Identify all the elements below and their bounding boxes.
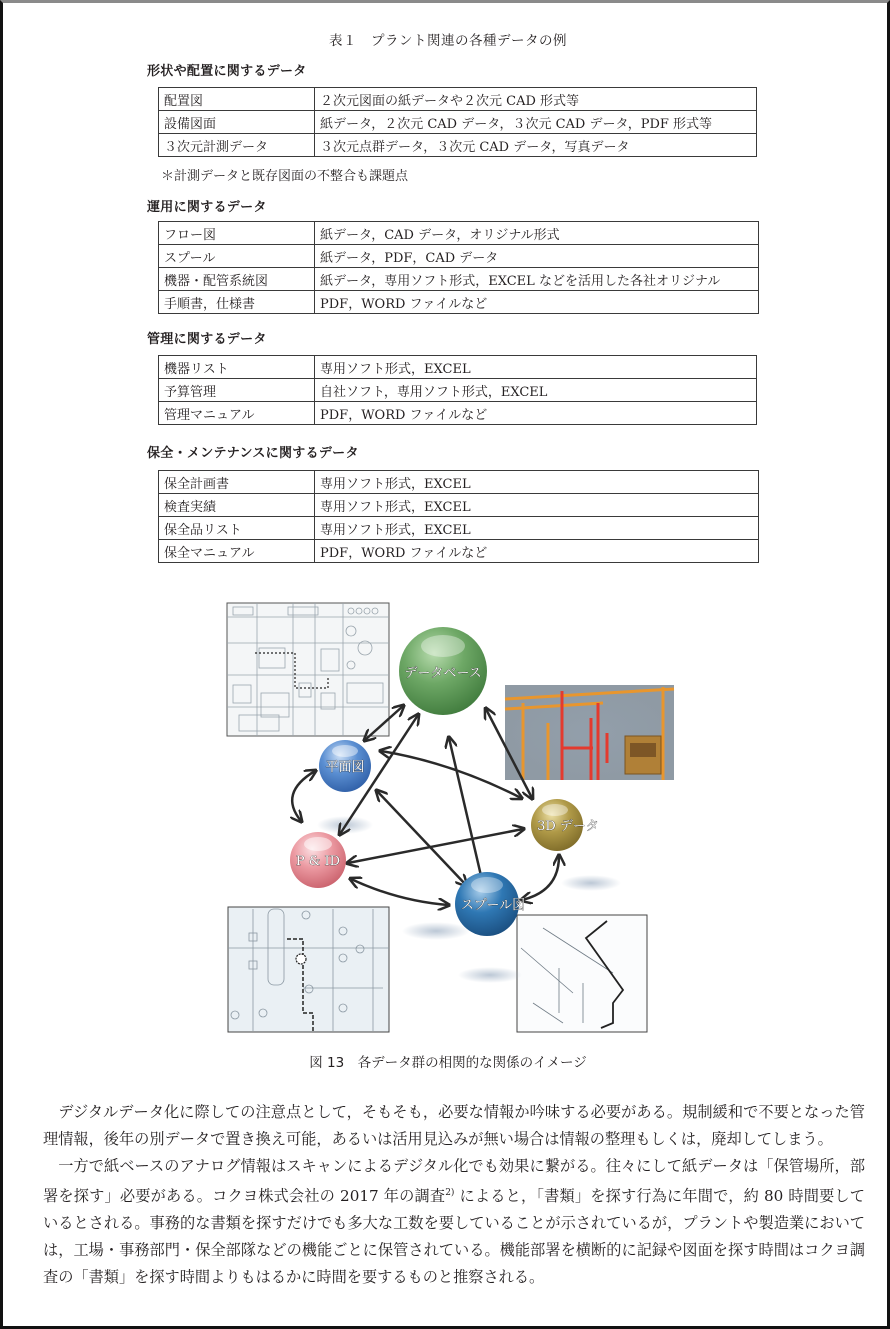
section-heading-management: 管理に関するデータ [147, 332, 267, 347]
table-cell-value: 専用ソフト形式，EXCEL [315, 471, 759, 494]
node-label-pid: P & ID [295, 854, 341, 869]
table-cell-key: フロー図 [159, 222, 315, 245]
table-cell-key: 保全品リスト [159, 517, 315, 540]
node-3d-data [531, 799, 599, 851]
table-cell-key: 検査実績 [159, 494, 315, 517]
table-row [159, 379, 757, 402]
3d-pointcloud-image [505, 685, 674, 780]
table-cell-value: 専用ソフト形式，EXCEL [315, 356, 757, 379]
node-pid [290, 832, 346, 888]
node-label-plan: 平面図 [325, 760, 365, 775]
paragraph-text: 一方で紙ベースのアナログ情報はスキャンによるデジタル化でも効果に繋がる。往々にして紙データは「保管場所，部署を探す」必要がある。コクヨ株式会社の 2017 年の調査 [43, 1157, 865, 1206]
table-row [159, 291, 759, 314]
table-cell-value: ２次元図面の紙データや２次元 CAD 形式等 [315, 88, 757, 111]
body-text [43, 1099, 865, 1291]
table-cell-value: 専用ソフト形式，EXCEL [315, 517, 759, 540]
table-row [159, 402, 757, 425]
table-cell-key: 保全マニュアル [159, 540, 315, 563]
node-label-spool: スプール図 [460, 898, 526, 913]
data-table-shape-layout [158, 87, 757, 157]
paragraph-text: によると，「書類」を探す行為に年間で，約 80 時間要しているとされる。事務的な書類を探すだけでも多大な工数を要していることが示されているが，プラントや製造業においては，工場・事務部門・保全部隊などの機能ごとに保管されている。機能部署を横断的に記録や図面を探す時間はコクヨ調査の「書類」を探す時間よりもはるかに時間を要するものと推察される。 [43, 1187, 865, 1287]
table-cell-value: 紙データ，PDF，CAD データ [315, 245, 759, 268]
table-cell-value: ３次元点群データ，３次元 CAD データ，写真データ [315, 134, 757, 157]
data-table-operation [158, 221, 759, 314]
table-row [159, 471, 759, 494]
table-cell-key: ３次元計測データ [159, 134, 315, 157]
table-cell-key: スプール [159, 245, 315, 268]
node-label-database: データベース [404, 666, 482, 681]
table-row [159, 222, 759, 245]
plan-drawing-image [227, 603, 389, 736]
table-cell-value: 紙データ，CAD データ，オリジナル形式 [315, 222, 759, 245]
shadow [561, 875, 621, 891]
paragraph [43, 1153, 865, 1291]
table-cell-key: 機器・配管系統図 [159, 268, 315, 291]
table-row [159, 134, 757, 157]
table-cell-key: 予算管理 [159, 379, 315, 402]
table-row [159, 356, 757, 379]
table-cell-key: 機器リスト [159, 356, 315, 379]
shadow [402, 922, 470, 940]
table-cell-value: 自社ソフト，専用ソフト形式，EXCEL [315, 379, 757, 402]
table-row [159, 540, 759, 563]
node-spool [455, 872, 525, 936]
data-relationship-diagram [218, 598, 678, 1038]
table-title: 表１ プラント関連の各種データの例 [329, 33, 567, 49]
table-row [159, 268, 759, 291]
reference-superscript: 2) [445, 1188, 455, 1198]
table-cell-value: 専用ソフト形式，EXCEL [315, 494, 759, 517]
table-cell-key: 配置図 [159, 88, 315, 111]
table-cell-value: 紙データ，専用ソフト形式，EXCEL などを活用した各社オリジナル [315, 268, 759, 291]
data-table-management [158, 355, 757, 425]
node-plan [319, 740, 371, 792]
table-cell-value: PDF，WORD ファイルなど [315, 540, 759, 563]
paragraph: デジタルデータ化に際しての注意点として，そもそも，必要な情報か吟味する必要がある。規制緩和で不要となった管理情報，後年の別データで置き換え可能，あるいは活用見込みが無い場合は情報の整理もしくは，廃却してしまう。 [43, 1103, 865, 1148]
table-cell-key: 設備図面 [159, 111, 315, 134]
table-cell-key: 管理マニュアル [159, 402, 315, 425]
table-row [159, 111, 757, 134]
node-label-3d-data: 3D データ [537, 819, 599, 834]
section-heading-operation: 運用に関するデータ [147, 200, 267, 215]
table-row [159, 88, 757, 111]
table-cell-value: PDF，WORD ファイルなど [315, 291, 759, 314]
section-heading-shape-layout: 形状や配置に関するデータ [147, 64, 307, 79]
table-cell-value: PDF，WORD ファイルなど [315, 402, 757, 425]
node-database [399, 627, 487, 715]
table-cell-value: 紙データ，２次元 CAD データ，３次元 CAD データ，PDF 形式等 [315, 111, 757, 134]
shadow [458, 967, 522, 983]
data-table-maintenance [158, 470, 759, 563]
table-cell-key: 保全計画書 [159, 471, 315, 494]
table-note: ＊計測データと既存図面の不整合も課題点 [161, 169, 409, 184]
section-heading-maintenance: 保全・メンテナンスに関するデータ [147, 446, 359, 461]
table-row [159, 494, 759, 517]
table-cell-key: 手順書，仕様書 [159, 291, 315, 314]
table-row [159, 517, 759, 540]
table-row [159, 245, 759, 268]
figure-caption: 図 13 各データ群の相関的な関係のイメージ [309, 1055, 587, 1071]
spool-isometric-image [517, 915, 647, 1032]
pid-drawing-image [228, 907, 389, 1032]
